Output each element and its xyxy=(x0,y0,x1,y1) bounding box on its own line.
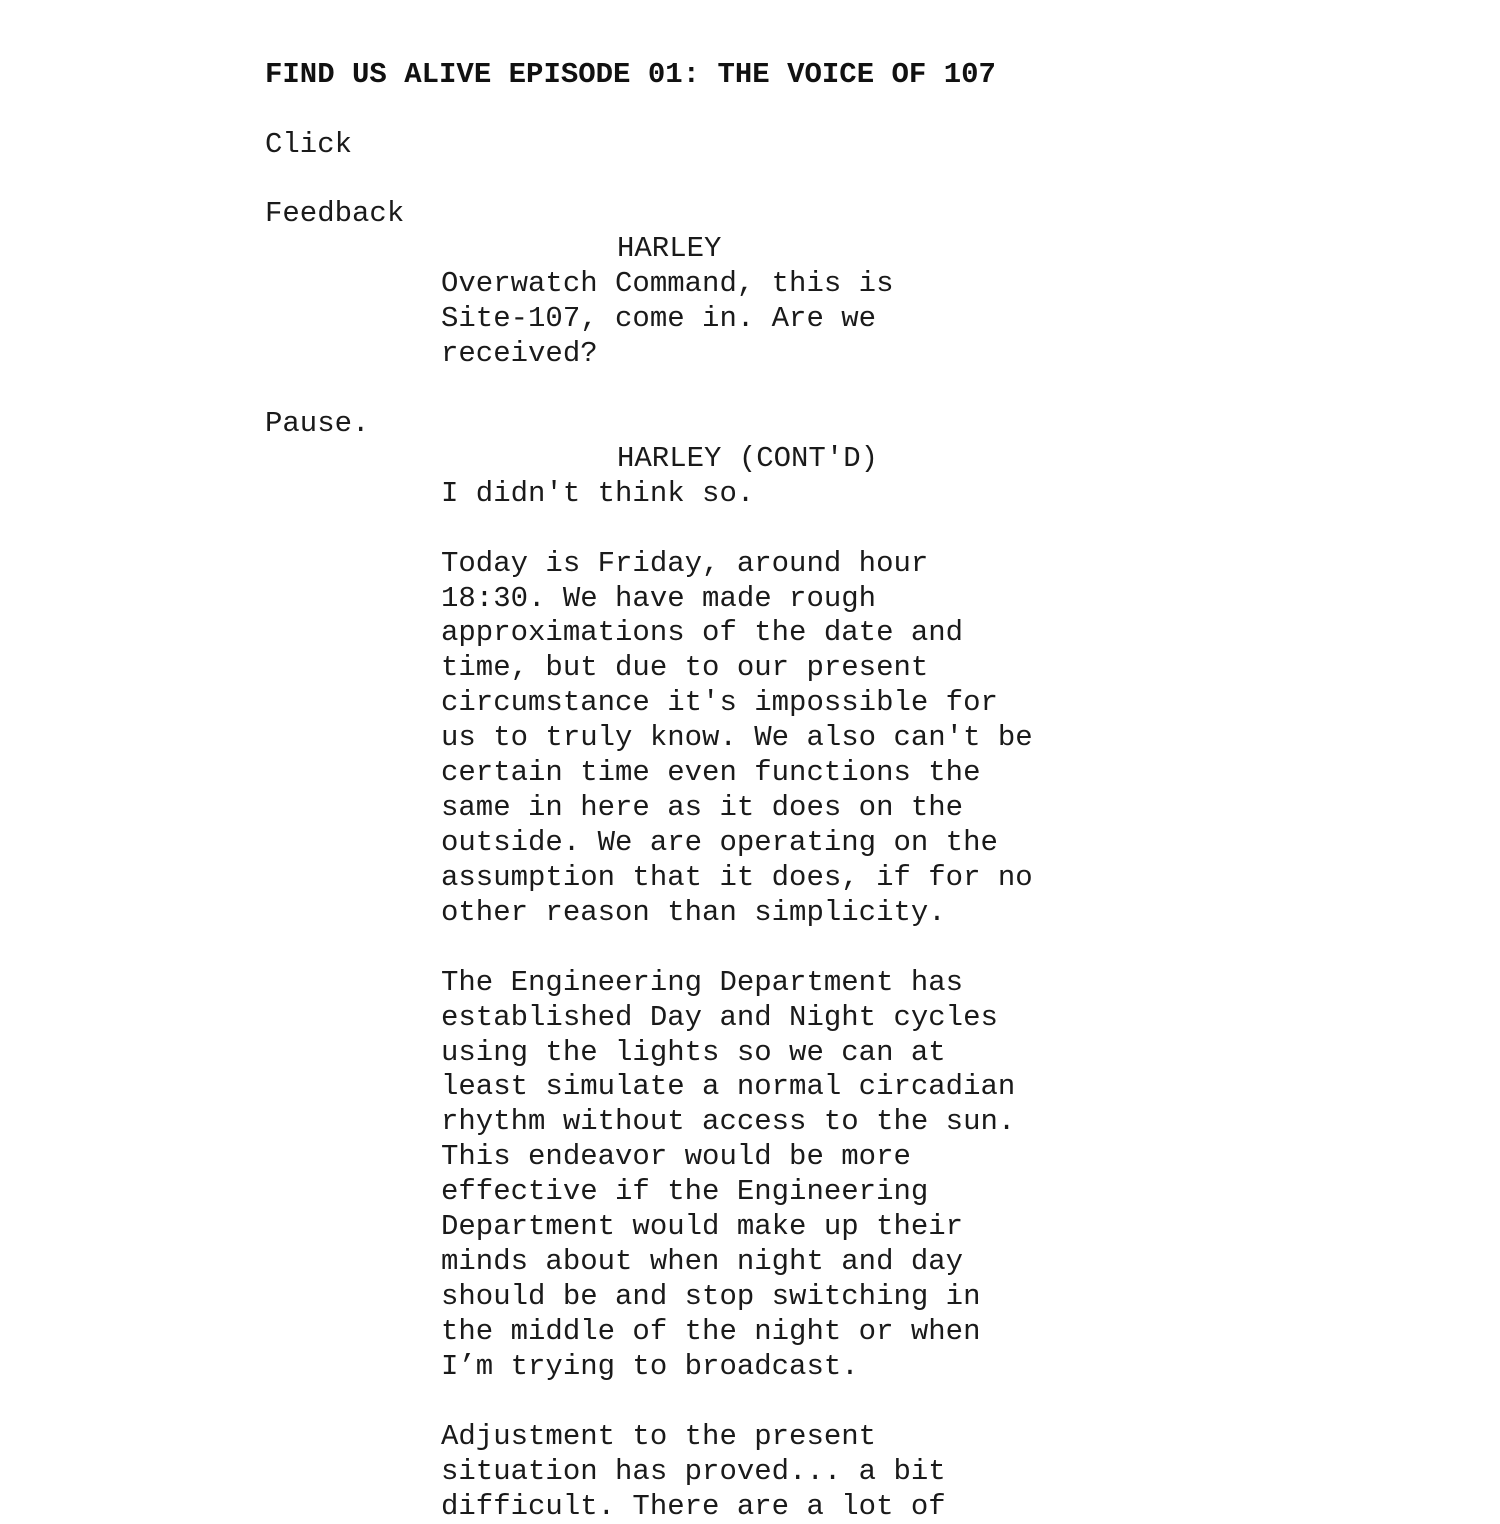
dialogue-line: certain time even functions the xyxy=(441,756,981,789)
dialogue-line: difficult. There are a lot of xyxy=(441,1490,946,1523)
dialogue-line: outside. We are operating on the xyxy=(441,826,998,859)
dialogue-line: time, but due to our present xyxy=(441,651,929,684)
dialogue-line: assumption that it does, if for no xyxy=(441,861,1033,894)
dialogue-line: situation has proved... a bit xyxy=(441,1455,946,1488)
dialogue-line: established Day and Night cycles xyxy=(441,1001,998,1034)
character-cue-harley-contd: HARLEY (CONT'D) xyxy=(617,442,879,475)
dialogue-line: rhythm without access to the sun. xyxy=(441,1105,1016,1138)
dialogue-line: Adjustment to the present xyxy=(441,1420,877,1453)
dialogue-line: Today is Friday, around hour xyxy=(441,547,929,580)
dialogue-line: Overwatch Command, this is xyxy=(441,267,894,300)
dialogue-line: Department would make up their xyxy=(441,1210,964,1243)
action-line-feedback: Feedback xyxy=(265,197,405,230)
dialogue-line: us to truly know. We also can't be xyxy=(441,721,1033,754)
dialogue-line: I didn't think so. xyxy=(441,477,755,510)
dialogue-line: received? xyxy=(441,337,598,370)
dialogue-line: effective if the Engineering xyxy=(441,1175,929,1208)
action-line-pause: Pause. xyxy=(265,407,370,440)
action-line-click: Click xyxy=(265,128,353,161)
dialogue-line: circumstance it's impossible for xyxy=(441,686,998,719)
dialogue-line: approximations of the date and xyxy=(441,616,964,649)
dialogue-line: should be and stop switching in xyxy=(441,1280,981,1313)
dialogue-line: other reason than simplicity. xyxy=(441,896,946,929)
dialogue-line: I’m trying to broadcast. xyxy=(441,1350,859,1383)
dialogue-line: using the lights so we can at xyxy=(441,1036,946,1069)
script-title: FIND US ALIVE EPISODE 01: THE VOICE OF 107 xyxy=(265,58,996,91)
dialogue-line: minds about when night and day xyxy=(441,1245,964,1278)
dialogue-line: This endeavor would be more xyxy=(441,1140,911,1173)
dialogue-line: 18:30. We have made rough xyxy=(441,582,877,615)
dialogue-line: Site-107, come in. Are we xyxy=(441,302,877,335)
character-cue-harley: HARLEY xyxy=(617,232,722,265)
dialogue-line: same in here as it does on the xyxy=(441,791,964,824)
dialogue-line: the middle of the night or when xyxy=(441,1315,981,1348)
dialogue-line: The Engineering Department has xyxy=(441,966,964,999)
dialogue-line: least simulate a normal circadian xyxy=(441,1070,1016,1103)
